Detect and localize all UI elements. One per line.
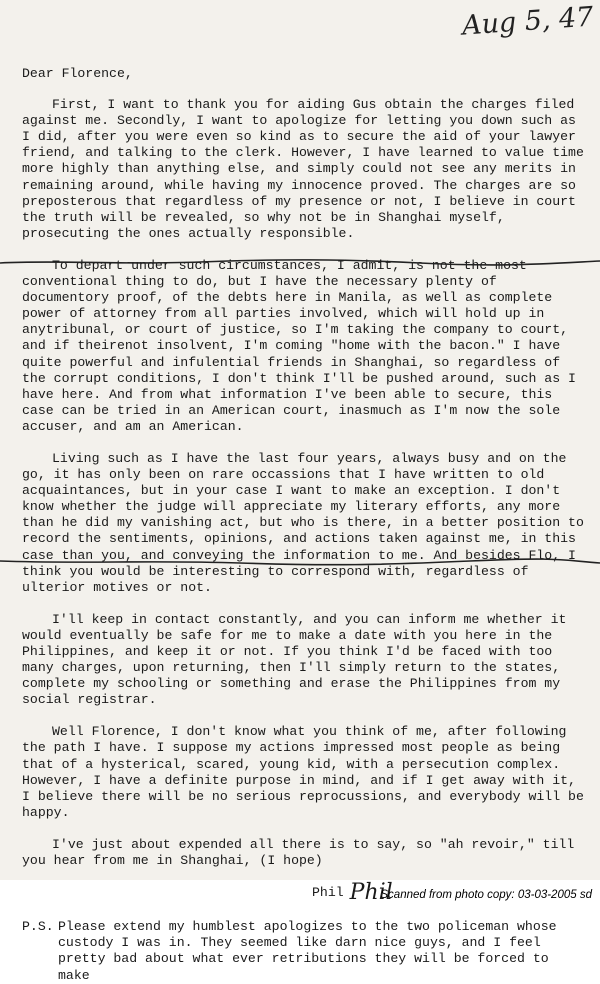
postscript (22, 919, 588, 983)
letter-body (22, 66, 588, 984)
handwritten-date: Aug 5, 47 (461, 1, 595, 42)
closing-name: Phil (312, 885, 344, 901)
ps-label: P.S. (22, 919, 54, 935)
scan-note: Scanned from photo copy: 03-03-2005 sd (380, 889, 592, 901)
paragraph-1: First, I want to thank you for aiding Gus obtain the charges filed against me. Secondly, I want to apologize for letting you down such as I did, after you were even so kind as to secure the aid of your lawyer friend, and talking to the clerk. However, I have learned to value time more highly than anything else, and simply could not see any merits in remaining around, while having my innocence proved. The charges are so preposterous that regardless of my presence or not, I believe in court the truth will be revealed, so why not be in Shanghai myself, prosecuting the ones actually responsible. (22, 97, 584, 241)
paragraph-5: Well Florence, I don't know what you think of me, after following the path I have. I suppose my actions impressed most people as being that of a hysterical, scared, young kid, with a persecution complex. However, I have a definite purpose in mind, and if I get away with it, I believe there will be no serious reprocussions, and everybody will be happy. (22, 724, 584, 820)
ps-text: Please extend my humblest apologizes to the two policeman whose custody I was in. They seemed like darn nice guys, and I feel pretty bad about what ever retributions they will be forced to make (58, 919, 557, 983)
paragraph-2: To depart under such circumstances, I admit, is not the most conventional thing to do, but I have the necessary plenty of documentory proof, of the debts here in Manila, as well as complete power of attorney from all parties involved, which will hold up in anytribunal, or court of justice, so I'm taking the company to court, and if theirenot insolvent, I'm coming "home with the bacon." I have quite powerful and infulential friends in Shanghai, so regardless of the corrupt conditions, I don't think I'll be pushed around, such as I have here. And from what information I've been able to secure, this case can be tried in an American court, inasmuch as I'm now the sole accuser, and am an American. (22, 257, 576, 434)
paragraph-3: Living such as I have the last four years, always busy and on the go, it has only been on rare occassions that I have written to old acquaintances, but in your case I want to make an exception. I don't know whether the judge will appreciate my literary efforts, any more than he did my vanishing act, but who is there, in a better position to record the sentiments, opinions, and actions taken against me, in this case than you, and conveying the information to me. And besides Flo, I think you would be interesting to correspond with, regardless of ulterior motives or not. (22, 450, 584, 595)
paragraph-4: I'll keep in contact constantly, and you can inform me whether it would eventually be safe for me to make a date with you here in the Philippines, and keep it or not. If you think I'd be faced with too many charges, upon returning, then I'll simply return to the states, complete my schooling or something and erase the Philippines from my social registrar. (22, 611, 567, 708)
salutation: Dear Florence, (22, 66, 133, 81)
tear-line-1 (0, 258, 600, 266)
paragraph-6: I've just about expended all there is to say, so "ah revoir," till you hear from me in Shanghai, (I hope) (22, 836, 575, 869)
signature: Phil (349, 880, 393, 906)
tear-line-2 (0, 558, 600, 566)
